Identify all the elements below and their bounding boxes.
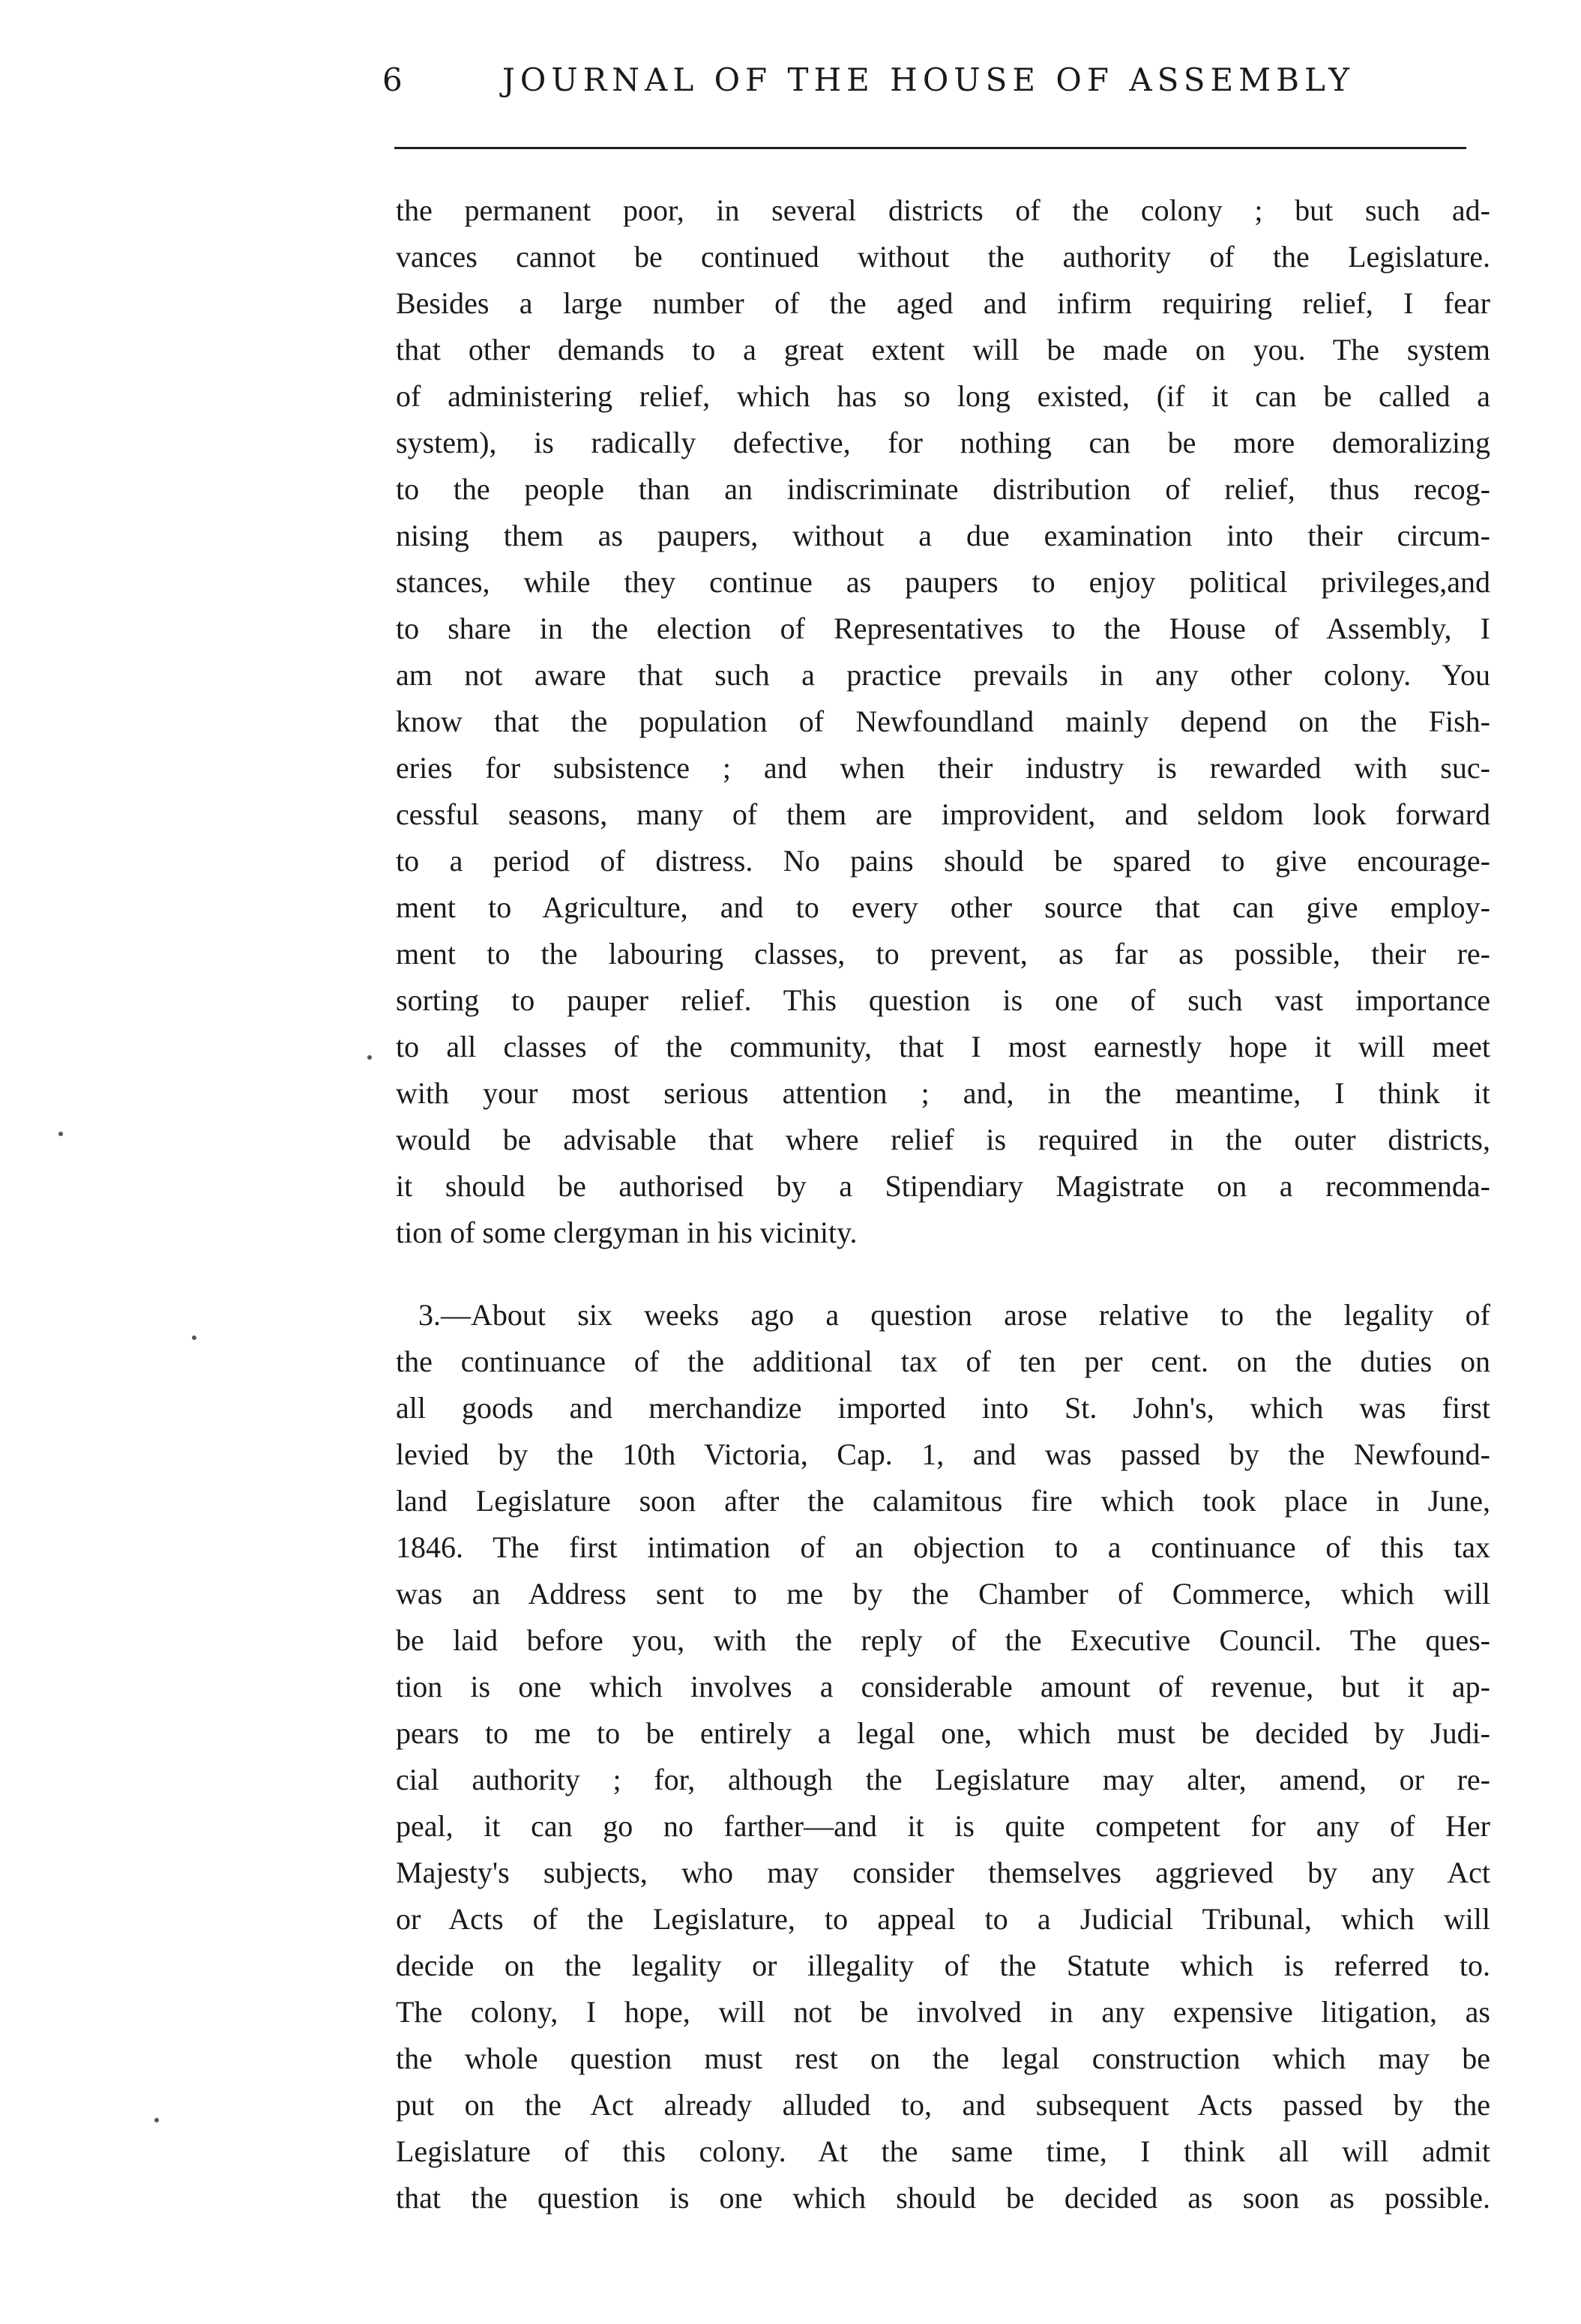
- text-line: be laid before you, with the reply of the Executive Council. The ques-: [396, 1623, 1490, 1657]
- text-line: nising them as paupers, without a due examination into their circum-: [396, 519, 1490, 552]
- text-line: 1846. The first intimation of an objection to a continuance of this tax: [396, 1530, 1490, 1564]
- text-line: Majesty's subjects, who may consider themselves aggrieved by any Act: [396, 1856, 1490, 1889]
- text-line: to a period of distress. No pains should be spared to give encourage-: [396, 844, 1490, 878]
- scan-speck: [192, 1335, 196, 1340]
- text-line: cessful seasons, many of them are improvident, and seldom look forward: [396, 797, 1490, 831]
- text-line: to all classes of the community, that I most earnestly hope it will meet: [396, 1030, 1490, 1063]
- text-line: eries for subsistence ; and when their industry is rewarded with suc-: [396, 751, 1490, 785]
- text-line: the continuance of the additional tax of ten per cent. on the duties on: [396, 1344, 1490, 1378]
- text-line: all goods and merchandize imported into St. John's, which was first: [396, 1391, 1490, 1425]
- text-line: that the question is one which should be decided as soon as possible.: [396, 2181, 1490, 2215]
- text-line: with your most serious attention ; and, in the meantime, I think it: [396, 1076, 1490, 1110]
- text-line: land Legislature soon after the calamitous fire which took place in June,: [396, 1484, 1490, 1518]
- text-line: The colony, I hope, will not be involved in any expensive litigation, as: [396, 1995, 1490, 2029]
- page-number: 6: [382, 61, 403, 98]
- text-line: Besides a large number of the aged and infirm requiring relief, I fear: [396, 286, 1490, 320]
- text-line: was an Address sent to me by the Chamber of Commerce, which will: [396, 1577, 1490, 1611]
- text-line: tion is one which involves a considerable amount of revenue, but it ap-: [396, 1670, 1490, 1703]
- body-text: [396, 187, 1490, 2221]
- scan-speck: [58, 1132, 63, 1136]
- text-line: or Acts of the Legislature, to appeal to a Judicial Tribunal, which will: [396, 1902, 1490, 1936]
- text-line: to the people than an indiscriminate distribution of relief, thus recog-: [396, 472, 1490, 506]
- paragraph-additional-tax: [396, 1292, 1490, 2221]
- scan-speck: [367, 1055, 372, 1060]
- text-line: vances cannot be continued without the authority of the Legislature.: [396, 240, 1490, 274]
- text-line: to share in the election of Representatives to the House of Assembly, I: [396, 612, 1490, 645]
- text-line: am not aware that such a practice prevails in any other colony. You: [396, 658, 1490, 692]
- text-line: stances, while they continue as paupers to enjoy political privileges,and: [396, 565, 1490, 599]
- text-line: the permanent poor, in several districts of the colony ; but such ad-: [396, 193, 1490, 227]
- text-line: peal, it can go no farther—and it is quite competent for any of Her: [396, 1809, 1490, 1843]
- text-line: would be advisable that where relief is required in the outer districts,: [396, 1123, 1490, 1156]
- text-line: of administering relief, which has so long existed, (if it can be called a: [396, 379, 1490, 413]
- running-title: JOURNAL OF THE HOUSE OF ASSEMBLY: [502, 61, 1355, 98]
- text-line: ment to the labouring classes, to prevent, as far as possible, their re-: [396, 937, 1490, 971]
- page-header: [382, 61, 1507, 114]
- text-line: tion of some clergyman in his vicinity.: [396, 1216, 858, 1249]
- text-line: cial authority ; for, although the Legislature may alter, amend, or re-: [396, 1763, 1490, 1796]
- text-line: decide on the legality or illegality of the Statute which is referred to.: [396, 1949, 1490, 1982]
- text-line: Legislature of this colony. At the same time, I think all will admit: [396, 2134, 1490, 2168]
- text-line: it should be authorised by a Stipendiary Magistrate on a recommenda-: [396, 1169, 1490, 1203]
- text-line: put on the Act already alluded to, and subsequent Acts passed by the: [396, 2088, 1490, 2122]
- paragraph-gap: [396, 1256, 1490, 1292]
- text-line: 3.—About six weeks ago a question arose relative to the legality of: [418, 1298, 1490, 1332]
- paragraph-poor-relief: [396, 187, 1490, 1256]
- text-line: system), is radically defective, for nothing can be more demoralizing: [396, 426, 1490, 459]
- text-line: sorting to pauper relief. This question is one of such vast importance: [396, 983, 1490, 1017]
- scan-speck: [154, 2118, 159, 2122]
- text-line: that other demands to a great extent will be made on you. The system: [396, 333, 1490, 366]
- text-line: pears to me to be entirely a legal one, which must be decided by Judi-: [396, 1716, 1490, 1750]
- header-rule: [394, 147, 1466, 149]
- text-line: levied by the 10th Victoria, Cap. 1, and was passed by the Newfound-: [396, 1437, 1490, 1471]
- text-line: know that the population of Newfoundland mainly depend on the Fish-: [396, 704, 1490, 738]
- text-line: the whole question must rest on the legal construction which may be: [396, 2041, 1490, 2075]
- text-line: ment to Agriculture, and to every other source that can give employ-: [396, 890, 1490, 924]
